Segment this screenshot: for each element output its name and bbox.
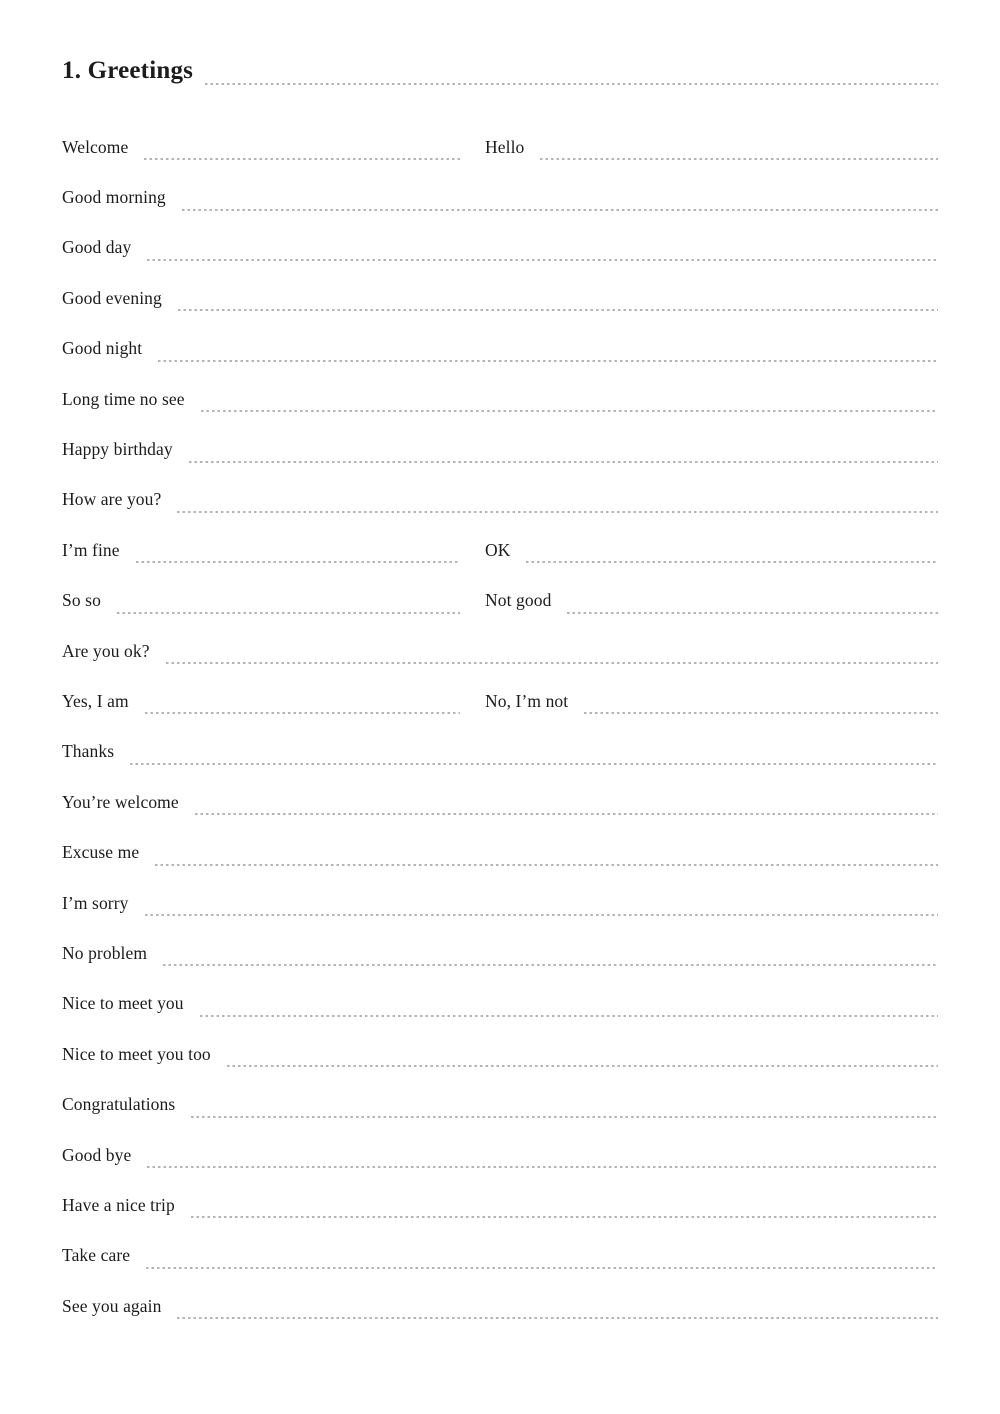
phrase-row [62, 1180, 938, 1230]
phrase-label: Have a nice trip [62, 1194, 175, 1215]
phrase-cell [62, 1180, 938, 1230]
answer-blank-line [166, 662, 938, 664]
phrase-label: OK [485, 539, 511, 560]
phrase-row [62, 827, 938, 877]
phrase-row [62, 676, 938, 726]
phrase-label: Long time no see [62, 388, 185, 409]
phrase-label: I’m sorry [62, 892, 129, 913]
phrase-cell [62, 1029, 938, 1079]
phrase-cell [62, 424, 938, 474]
phrase-cell [62, 1281, 938, 1331]
phrase-label: See you again [62, 1295, 162, 1316]
phrase-cell [62, 1079, 938, 1129]
phrase-label: Hello [485, 136, 525, 157]
phrase-label: Welcome [62, 136, 129, 157]
answer-blank-line [158, 360, 938, 362]
phrase-cell [62, 525, 460, 575]
phrase-label: I’m fine [62, 539, 120, 560]
answer-blank-line [147, 1166, 938, 1168]
phrase-cell [62, 979, 938, 1029]
phrase-row [62, 979, 938, 1029]
answer-blank-line [195, 813, 938, 815]
answer-blank-line [117, 612, 460, 614]
phrase-cell [485, 576, 938, 626]
phrase-label: So so [62, 590, 101, 611]
section-header [62, 54, 938, 88]
phrase-row [62, 1231, 938, 1281]
phrase-cell [485, 676, 938, 726]
phrase-label: Good day [62, 237, 132, 258]
phrase-row [62, 475, 938, 525]
phrase-list [62, 122, 938, 1331]
answer-blank-line [144, 158, 460, 160]
phrase-row [62, 727, 938, 777]
phrase-label: Good bye [62, 1144, 132, 1165]
answer-blank-line [146, 1267, 938, 1269]
phrase-label: Nice to meet you too [62, 1043, 211, 1064]
phrase-row [62, 223, 938, 273]
answer-blank-line [526, 561, 938, 563]
answer-blank-line [147, 259, 938, 261]
phrase-cell [485, 122, 938, 172]
phrase-row [62, 172, 938, 222]
answer-blank-line [567, 612, 938, 614]
phrase-cell [62, 576, 460, 626]
phrase-label: Yes, I am [62, 690, 129, 711]
phrase-cell [62, 223, 938, 273]
phrase-cell [62, 928, 938, 978]
phrase-cell [62, 727, 938, 777]
phrase-row [62, 1130, 938, 1180]
phrase-cell [62, 676, 460, 726]
phrase-label: Good night [62, 338, 143, 359]
answer-blank-line [163, 964, 938, 966]
phrase-row [62, 1281, 938, 1331]
phrase-cell [62, 878, 938, 928]
answer-blank-line [191, 1216, 938, 1218]
phrase-cell [62, 777, 938, 827]
phrase-label: Not good [485, 590, 552, 611]
phrase-cell [62, 122, 460, 172]
phrase-label: How are you? [62, 489, 162, 510]
phrase-label: No problem [62, 942, 148, 963]
phrase-row [62, 122, 938, 172]
phrase-label: Congratulations [62, 1094, 176, 1115]
answer-blank-line [145, 712, 460, 714]
phrase-cell [62, 273, 938, 323]
phrase-label: No, I’m not [485, 690, 569, 711]
phrase-row [62, 626, 938, 676]
phrase-row [62, 576, 938, 626]
answer-blank-line [191, 1116, 938, 1118]
phrase-label: Good morning [62, 187, 166, 208]
phrase-cell [62, 172, 938, 222]
phrase-label: Take care [62, 1245, 131, 1266]
phrase-cell [62, 475, 938, 525]
phrase-row [62, 1079, 938, 1129]
phrase-label: Good evening [62, 287, 162, 308]
phrase-row [62, 424, 938, 474]
phrase-label: You’re welcome [62, 791, 179, 812]
answer-blank-line [201, 410, 938, 412]
phrase-row [62, 1029, 938, 1079]
answer-blank-line [227, 1065, 938, 1067]
phrase-row [62, 273, 938, 323]
phrase-row [62, 777, 938, 827]
answer-blank-line [178, 309, 938, 311]
answer-blank-line [177, 511, 938, 513]
answer-blank-line [136, 561, 460, 563]
phrase-label: Happy birthday [62, 439, 173, 460]
phrase-label: Nice to meet you [62, 993, 184, 1014]
phrase-cell [62, 626, 938, 676]
title-blank-line [205, 83, 938, 85]
page-title: 1. Greetings [62, 57, 194, 84]
answer-blank-line [177, 1317, 938, 1319]
phrase-row [62, 374, 938, 424]
answer-blank-line [540, 158, 938, 160]
answer-blank-line [182, 209, 938, 211]
answer-blank-line [189, 461, 938, 463]
phrase-cell [62, 324, 938, 374]
phrase-cell [62, 827, 938, 877]
phrase-row [62, 324, 938, 374]
phrase-label: Are you ok? [62, 640, 150, 661]
phrase-cell [485, 525, 938, 575]
answer-blank-line [130, 763, 938, 765]
answer-blank-line [584, 712, 938, 714]
phrase-row [62, 928, 938, 978]
phrase-label: Excuse me [62, 842, 140, 863]
phrase-cell [62, 374, 938, 424]
answer-blank-line [145, 914, 938, 916]
phrase-row [62, 878, 938, 928]
phrase-row [62, 525, 938, 575]
phrase-cell [62, 1130, 938, 1180]
phrase-cell [62, 1231, 938, 1281]
phrase-label: Thanks [62, 741, 115, 762]
answer-blank-line [155, 864, 938, 866]
answer-blank-line [200, 1015, 938, 1017]
